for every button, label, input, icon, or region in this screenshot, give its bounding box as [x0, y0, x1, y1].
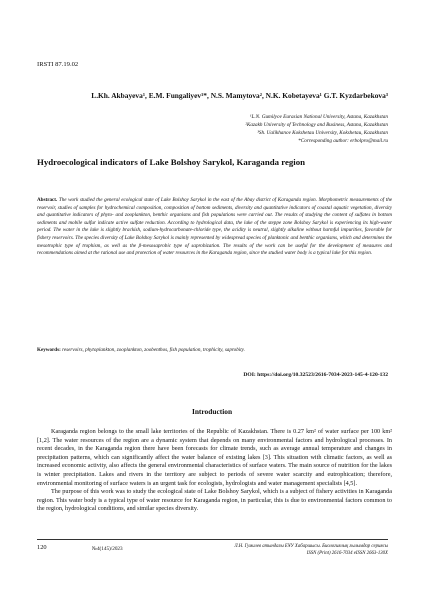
abstract	[37, 197, 392, 258]
paper-title: Hydroecological indicators of Lake Bolshoy Sarykol, Karaganda region	[37, 157, 305, 167]
affiliation-3: ³Sh. Ualikhanov Kokshetau University, Kokshetau, Kazakhstan	[257, 130, 388, 137]
keywords-text: reservoirs, phytoplankton, zooplankton, zoobenthos, fish population, trophicity, saprobity.	[62, 347, 245, 353]
issue-number: №4(145)/2023	[92, 546, 123, 552]
doi-link[interactable]: DOI: https://doi.org/10.32523/2616-7034-2023-145-4-120-132	[243, 372, 388, 378]
abstract-label: Abstract.	[37, 197, 58, 203]
keywords-label: Keywords:	[37, 347, 61, 353]
journal-name: Л.Н. Гумилев атындағы ЕҰУ Хабаршысы. Биологиялық ғылымдар сериясы	[234, 544, 388, 549]
paragraph-1: Karaganda region belongs to the small lake territories of the Republic of Kazakhstan. There is 0.27 km² of water surface per 100 km² [1,2]. The water resources of the region are a dynamic system that depends on many environmental factors and hydrological processes. In recent decades, in the Karaganda region there have been forecasts for climate trends, such as average annual temperature and changes in precipitation patterns, which can significantly affect the water balance of existing lakes [3]. This situation with climatic factors, as well as increased economic activity, also affects the general environmental characteristics of surface waters. The main source of nutrition for the lakes is winter precipitation. Lakes and rivers in the territory are subject to periods of severe water scarcity and eutrophication; therefore, environmental monitoring of surface waters is an urgent task for ecologists, hydrologists and water management specialists [4,5].	[37, 428, 392, 487]
body-text	[37, 428, 392, 514]
affiliations	[58, 113, 388, 145]
author-list: L.Kh. Akbayeva¹, E.M. Fungaliyev¹*, N.S. Mamytova², N.K. Kobetayeva¹ G.T. Kyzdarbekova³	[91, 91, 388, 100]
journal-issn: ISSN (Print) 2616-7034 eISSN 2663-130X	[306, 550, 388, 556]
paragraph-2: The purpose of this work was to study the ecological state of Lake Bolshoy Sarykol, which is a subject of fishery activities in Karaganda region. This water body is a typical type of water resource for Karaganda region, in particular, this is due to environmental factors common to the region, hydrological conditions, and similar species diversity.	[37, 488, 392, 513]
journal-info	[218, 544, 388, 557]
irsti-code: IRSTI 87.19.02	[37, 61, 79, 68]
footer-divider	[37, 539, 388, 540]
corresponding-author: *Corresponding author: erbolpro@mail.ru	[298, 138, 388, 145]
section-heading: Introduction	[191, 407, 233, 416]
keywords	[37, 347, 392, 355]
affiliation-2: ²Kazakh University of Technology and Business, Astana, Kazakhstan	[245, 122, 388, 129]
affiliation-1: ¹L.N. Gumilyov Eurasian National University, Astana, Kazakhstan	[249, 114, 388, 120]
abstract-text: The work studied the general ecological state of Lake Bolshoy Sarykol in the east of the Abay district of Karaganda region. Morphometric measurements of the reservoir, studies of samples for hydrochemical composition, composition of bottom sediments, diversity and quantitative indicators of coastal aquatic vegetation, diversity and quantitative indicators of phyto- and zooplankton, benthic organisms and fish populations were carried out. The results of studying the content of sulfates in bottom sediments and mobile sulfur indicate active sulfate reduction. According to hydrological data, the lake of the steppe zone Bolshoy Sarykol is experiencing its high-water period. The water in the lake is slightly brackish, sodium-hydrocarbonate-chloride type, the acidity is neutral, slightly alkaline without harmful impurities, favorable for fishery reservoirs. The species diversity of Lake Bolshoy Sarykol is mainly represented by widespread species of planktonic and benthic organisms, which and determines the mesotrophic type of trophism, as well as the β-mesosaprobic type of saprobization. The results of the work can be useful for the development of measures and recommendations aimed at the rational use and protection of water resources in the Karaganda region, since the studied water body is a typical lake for this region.	[37, 197, 393, 257]
page-number: 120	[37, 544, 47, 551]
